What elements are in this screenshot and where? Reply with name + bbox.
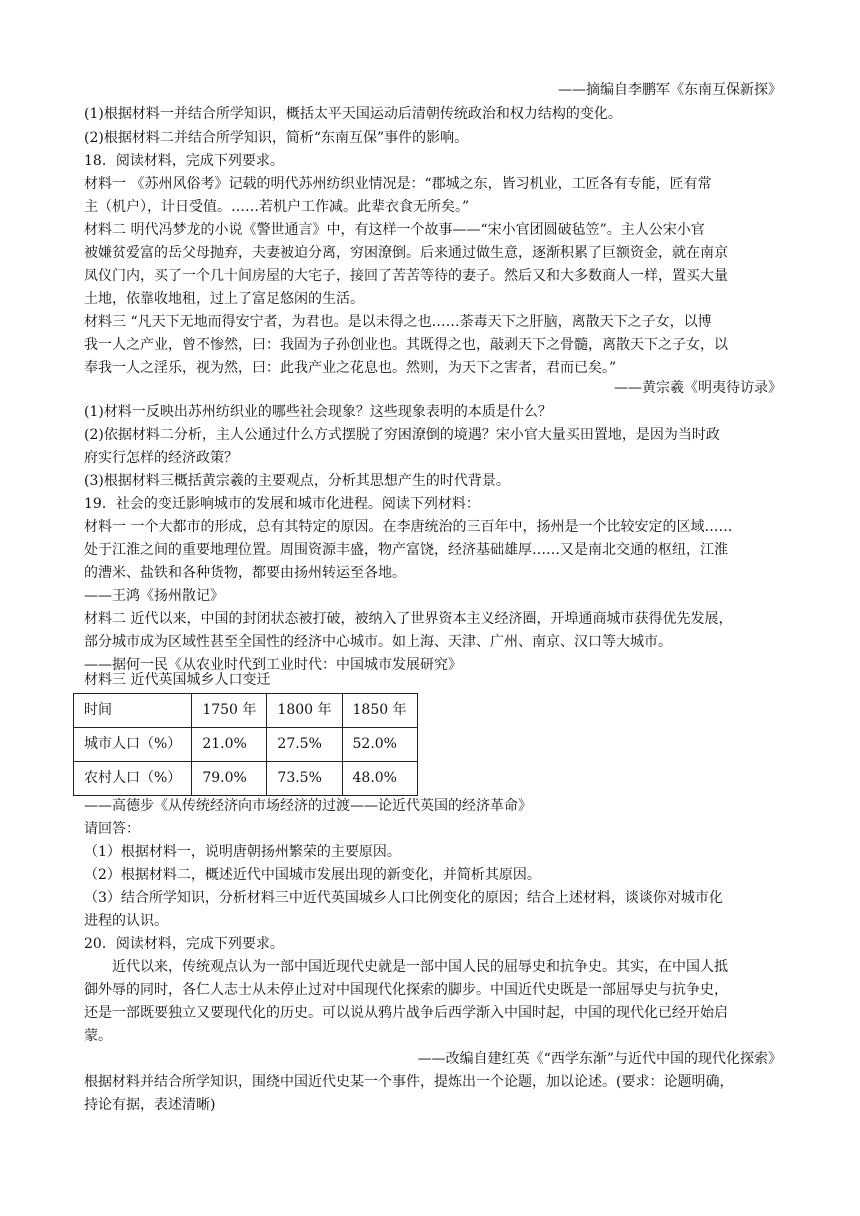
table-cell: 27.5% [267, 728, 342, 762]
question-20-line1: 根据材料并结合所学知识，围绕中国近代史某一个事件，提炼出一个论题，加以论述。(要求：论题明确， [84, 1074, 734, 1090]
material-18-1-line1: 材料一 《苏州风俗考》记载的明代苏州纺织业情况是：“郡城之东，皆习机业，工匠各有专能，匠有常 [84, 176, 712, 192]
question-18-1: (1)材料一反映出苏州纺织业的哪些社会现象？这些现象表明的本质是什么？ [84, 404, 552, 420]
question-20-title: 20．阅读材料，完成下列要求。 [84, 936, 284, 952]
material-19-1-line2: 处于江淮之间的重要地理位置。周围资源丰盛，物产富饶，经济基础雄厚……又是南北交通的枢纽，江淮 [84, 542, 728, 558]
answer-prompt: 请回答： [84, 821, 140, 837]
table-cell: 73.5% [267, 762, 342, 796]
source-citation: ——摘编自李鹏军《东南互保新探》 [558, 82, 782, 98]
question-19-3-line1: （3）结合所学知识，分析材料三中近代英国城乡人口比例变化的原因；结合上述材料，谈谈你对城市化 [84, 890, 723, 906]
source-citation: ——高德步《从传统经济向市场经济的过渡——论近代英国的经济革命》 [84, 798, 532, 814]
question-18-2-line2: 府实行怎样的经济政策？ [84, 450, 238, 466]
question-17-1: (1)根据材料一并结合所学知识，概括太平天国运动后清朝传统政治和权力结构的变化。 [84, 106, 622, 122]
material-18-2-line4: 土地，依靠收地租，过上了富足悠闲的生活。 [84, 291, 364, 307]
table-cell: 农村人口（%） [74, 762, 192, 796]
table-cell: 城市人口（%） [74, 728, 192, 762]
question-18-3: (3)根据材料三概括黄宗羲的主要观点，分析其思想产生的时代背景。 [84, 473, 510, 489]
table-row [74, 728, 418, 762]
source-citation: ——王鸿《扬州散记》 [84, 588, 224, 604]
material-19-1-line1: 材料一 一个大都市的形成，总有其特定的原因。在李唐统治的三百年中，扬州是一个比较安定的区域…… [84, 519, 733, 535]
material-19-3-title: 材料三 近代英国城乡人口变迁 [84, 672, 271, 688]
material-18-2-line1: 材料二 明代冯梦龙的小说《警世通言》中，有这样一个故事——“宋小官团圆破毡笠”。主人公宋小官 [84, 222, 705, 238]
table-header-row [74, 694, 418, 728]
question-18-2-line1: (2)依据材料二分析，主人公通过什么方式摆脱了穷困潦倒的境遇？宋小官大量买田置地，是因为当时政 [84, 427, 720, 443]
question-19-3-line2: 进程的认识。 [84, 913, 168, 929]
question-19-title: 19．社会的变迁影响城市的发展和城市化进程。阅读下列材料： [84, 496, 480, 512]
table-cell: 21.0% [192, 728, 267, 762]
table-cell: 48.0% [342, 762, 417, 796]
material-18-3-line3: 奉我一人之淫乐，视为然，曰：此我产业之花息也。然则，为天下之害者，君而已矣。” [84, 360, 617, 376]
material-18-3-line2: 我一人之产业，曾不惨然，曰：我固为子孙创业也。其既得之也，敲剥天下之骨髓，离散天下之子女，以 [84, 337, 728, 353]
material-20-line4: 蒙。 [84, 1028, 112, 1044]
material-20-line3: 还是一部既要独立又要现代化的历史。可以说从鸦片战争后西学渐入中国时起，中国的现代化已经开始启 [84, 1005, 728, 1021]
material-18-2-line3: 凤仪门内，买了一个几十间房屋的大宅子，接回了苦苦等待的妻子。然后又和大多数商人一样，置买大量 [84, 268, 728, 284]
material-19-2-line2: 部分城市成为区域性甚至全国性的经济中心城市。如上海、天津、广州、南京、汉口等大城市。 [84, 634, 672, 650]
population-table [73, 693, 418, 796]
table-row [74, 762, 418, 796]
question-20-line2: 持论有据，表述清晰) [84, 1097, 216, 1113]
material-18-3-line1: 材料三 “凡天下无地而得安宁者，为君也。是以未得之也……荼毒天下之肝脑，离散天下之子女，以博 [84, 314, 712, 330]
table-header-cell: 1750 年 [192, 694, 267, 728]
question-18-title: 18．阅读材料，完成下列要求。 [84, 153, 284, 169]
question-17-2: (2)根据材料二并结合所学知识，简析“东南互保”事件的影响。 [84, 130, 469, 146]
source-citation: ——黄宗羲《明夷待访录》 [614, 380, 782, 396]
material-19-1-line3: 的漕米、盐铁和各种货物，都要由扬州转运至各地。 [84, 565, 406, 581]
material-20-line1: 近代以来，传统观点认为一部中国近现代史就是一部中国人民的屈辱史和抗争史。其实，在中国人抵 [112, 959, 728, 975]
source-citation: ——据何一民《从农业时代到工业时代：中国城市发展研究》 [84, 657, 462, 673]
table-header-cell: 1800 年 [267, 694, 342, 728]
table-header-cell: 时间 [74, 694, 192, 728]
table-cell: 79.0% [192, 762, 267, 796]
question-19-2: （2）根据材料二，概述近代中国城市发展出现的新变化，并简析其原因。 [84, 867, 541, 883]
table-cell: 52.0% [342, 728, 417, 762]
material-18-2-line2: 被嫌贫爱富的岳父母抛弃，夫妻被迫分离，穷困潦倒。后来通过做生意，逐渐积累了巨额资金，就在南京 [84, 245, 728, 261]
material-18-1-line2: 主（机户），计日受值。……若机户工作减。此辈衣食无所矣。” [84, 199, 470, 215]
table-header-cell: 1850 年 [342, 694, 417, 728]
material-19-2-line1: 材料二 近代以来，中国的封闭状态被打破，被纳入了世界资本主义经济圈，开埠通商城市获得优先发展， [84, 611, 733, 627]
material-20-line2: 御外辱的同时，各仁人志士从未停止过对中国现代化探索的脚步。中国近代史既是一部屈辱史与抗争史， [84, 982, 728, 998]
source-citation: ——改编自建红英《“西学东渐”与近代中国的现代化探索》 [417, 1051, 782, 1067]
question-19-1: （1）根据材料一，说明唐朝扬州繁荣的主要原因。 [84, 844, 401, 860]
